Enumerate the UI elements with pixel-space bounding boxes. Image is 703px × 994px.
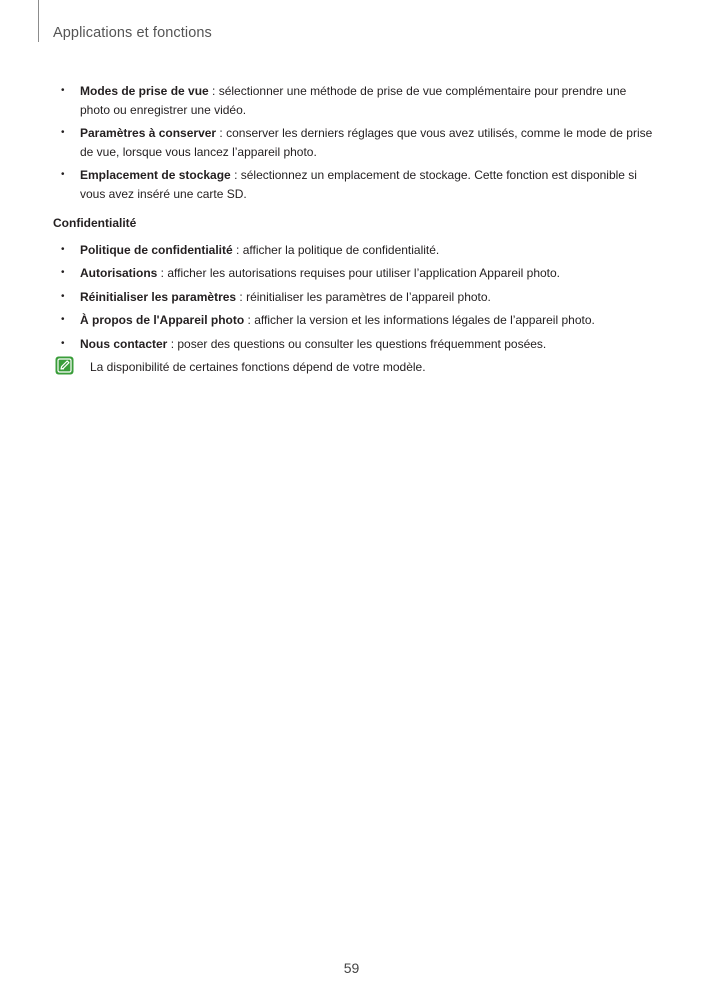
bullet-icon: • (61, 169, 65, 180)
list-item (53, 124, 653, 161)
item-term: Réinitialiser les paramètres (80, 289, 237, 304)
item-description: : sélectionner une méthode de prise de vue complémentaire pour prendre une photo ou enregistrer une vidéo. (80, 84, 627, 117)
bullet-icon: • (61, 337, 65, 349)
page-header-title: Applications et fonctions (53, 25, 212, 41)
item-description: : afficher les autorisations requises pour utiliser l’application Appareil photo. (157, 266, 561, 280)
list-item (53, 264, 653, 283)
list-item (53, 335, 653, 354)
item-description: : sélectionnez un emplacement de stockage. Cette fonction est disponible si vous avez inséré une carte SD. (80, 168, 637, 201)
page-content (53, 82, 653, 380)
bullet-icon: • (61, 267, 65, 278)
item-term: À propos de l'Appareil photo (80, 313, 245, 327)
bullet-icon: • (61, 290, 65, 302)
item-description: : réinitialiser les paramètres de l’appareil photo. (236, 289, 491, 304)
bullet-icon: • (61, 127, 65, 138)
item-term: Paramètres à conserver (80, 126, 217, 140)
list-item (53, 311, 653, 330)
note-text: La disponibilité de certaines fonctions dépend de votre modèle. (90, 360, 426, 374)
list-item (53, 82, 653, 119)
item-term: Emplacement de stockage (80, 168, 231, 182)
bullet-icon: • (61, 85, 65, 96)
item-description: : poser des questions ou consulter les questions fréquemment posées. (167, 336, 547, 351)
item-description: : afficher la version et les informations légales de l’appareil photo. (244, 313, 595, 327)
page-number: 59 (343, 960, 360, 976)
note-box (53, 358, 653, 380)
list-item (53, 166, 653, 203)
list-item (53, 241, 653, 260)
item-term: Politique de confidentialité (80, 242, 233, 257)
item-term: Nous contacter (80, 336, 168, 351)
margin-rule (38, 0, 39, 42)
item-description: : afficher la politique de confidentialité. (232, 242, 440, 257)
settings-list (53, 82, 653, 203)
item-term: Modes de prise de vue (80, 84, 209, 98)
bullet-icon: • (61, 314, 65, 325)
item-description: : conserver les derniers réglages que vous avez utilisés, comme le mode de prise de vue, lorsque vous lancez l’appareil photo. (80, 126, 653, 159)
item-term: Autorisations (80, 266, 158, 280)
note-pencil-icon (55, 356, 74, 375)
section-title-privacy: Confidentialité (53, 216, 137, 230)
privacy-list (53, 241, 653, 354)
list-item (53, 288, 653, 307)
bullet-icon: • (61, 243, 65, 255)
